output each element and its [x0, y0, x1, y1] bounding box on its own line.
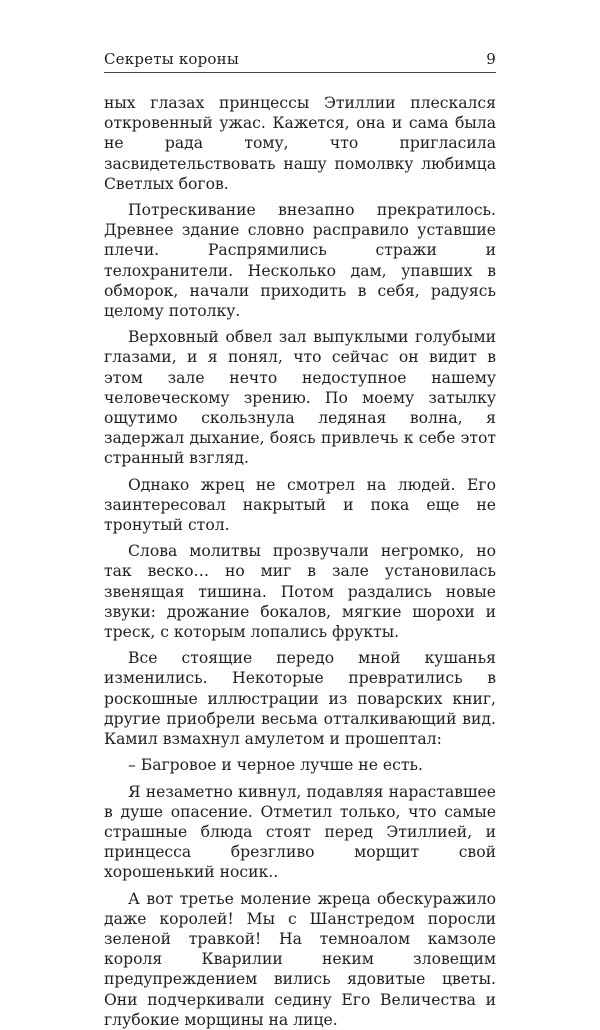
running-head-title: Секреты короны [104, 50, 239, 68]
paragraph-7-dialogue: – Багровое и черное лучше не есть. [128, 756, 423, 775]
running-head [104, 44, 496, 73]
paragraph-6: Все стоящие передо мной кушанья изменились. Некоторые превратились в роскошные иллюстрации из поварских книг, другие приобрели весьма отталкивающий вид. Камил взмахнул амулетом и прошептал: [104, 649, 496, 749]
paragraph-1: ных глазах принцессы Этиллии плескался откровенный ужас. Кажется, она и сама была не рада тому, что пригласила засвидетельствовать нашу помолвку любимца Светлых богов. [104, 94, 496, 193]
paragraph-2: Потрескивание внезапно прекратилось. Древнее здание словно расправило уставшие плечи. Распрямились стражи и телохранители. Несколько дам, упавших в обморок, начали приходить в себя, радуясь целому потолку. [104, 201, 496, 321]
paragraph-9: А вот третье моление жреца обескуражило даже королей! Мы с Шанстредом поросли зеленой травкой! На темноалом камзоле короля Кварилии неким зловещим предупреждением вились ядовитые цветы. Они подчеркивали седину Его Величества и глубокие морщины на лице. [104, 889, 496, 1029]
paragraph-5: Слова молитвы прозвучали негромко, но так веско… но миг в зале установилась звенящая тишина. Потом раздались новые звуки: дрожание бокалов, мягкие шорохи и треск, с которым лопались фрукты. [104, 542, 496, 642]
page-number: 9 [486, 50, 496, 68]
paragraph-3: Верховный обвел зал выпуклыми голубыми глазами, и я понял, что сейчас он видит в этом зале нечто недоступное нашему человеческому зрению. По моему затылку ощутимо скользнула ледяная волна, я задержал дыхание, боясь привлечь к себе этот странный взгляд. [104, 328, 496, 468]
paragraph-4: Однако жрец не смотрел на людей. Его заинтересовал накрытый и пока еще не тронутый стол. [104, 475, 496, 535]
paragraph-8: Я незаметно кивнул, подавляя нараставшее в душе опасение. Отметил только, что самые страшные блюда стоят перед Этиллией, и принцесса брезгливо морщит свой хорошенький носик.. [104, 782, 496, 882]
body-text [104, 93, 496, 1030]
book-page [104, 44, 496, 1029]
